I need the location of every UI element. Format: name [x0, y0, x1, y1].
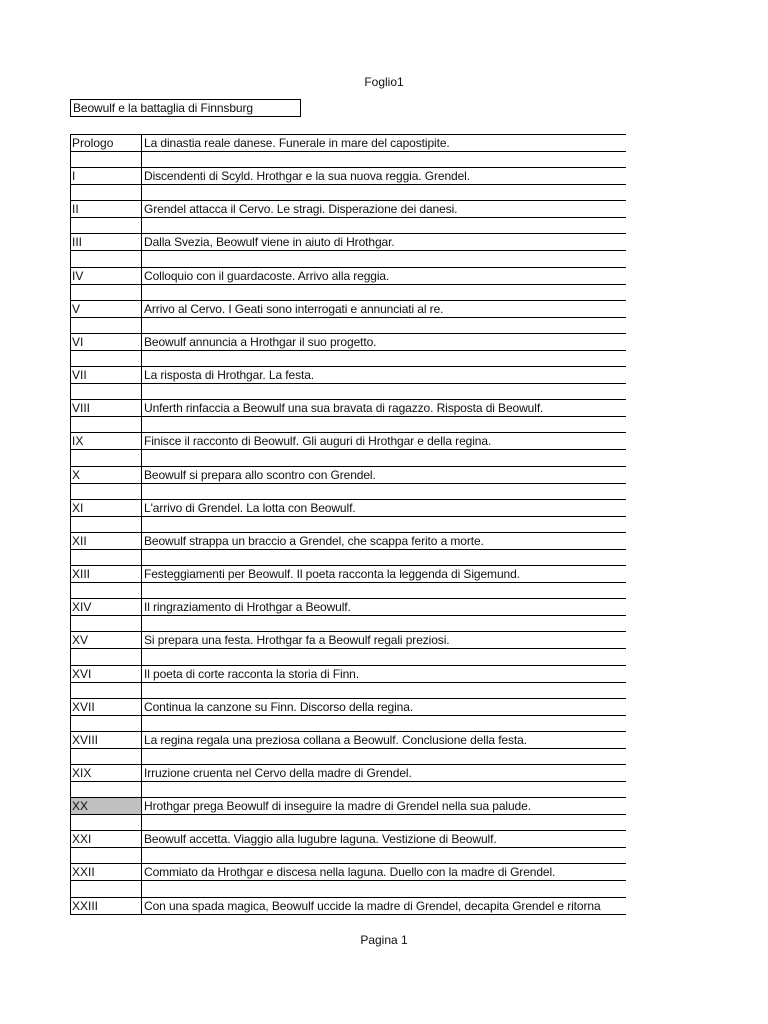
empty-row: [71, 350, 626, 367]
chapter-line: [71, 201, 626, 218]
chapter-summary-cell[interactable]: Irruzione cruenta nel Cervo della madre di Grendel.: [144, 765, 412, 780]
chapter-summary-cell[interactable]: Il ringraziamento di Hrothgar a Beowulf.: [144, 600, 351, 615]
empty-cell[interactable]: [71, 616, 142, 632]
empty-cell[interactable]: [142, 384, 626, 400]
chapter-number-cell[interactable]: III: [71, 234, 142, 250]
empty-row: [71, 583, 626, 600]
chapter-number-cell[interactable]: XVIII: [71, 732, 142, 748]
empty-cell[interactable]: [142, 417, 626, 433]
empty-row: [71, 317, 626, 334]
chapter-number-cell[interactable]: II: [71, 201, 142, 217]
table-row: [71, 168, 626, 201]
chapter-summary-cell[interactable]: La risposta di Hrothgar. La festa.: [144, 368, 315, 383]
chapter-line: [71, 268, 626, 285]
chapter-summary-cell[interactable]: Arrivo al Cervo. I Geati sono interrogati e annunciati al re.: [144, 301, 444, 316]
empty-row: [71, 384, 626, 401]
chapter-line: [71, 699, 626, 716]
empty-cell[interactable]: [71, 350, 142, 366]
chapter-line: [71, 533, 626, 550]
empty-row: [71, 450, 626, 467]
chapter-number-cell[interactable]: XX: [71, 798, 142, 814]
empty-cell[interactable]: [71, 516, 142, 532]
chapter-summary-cell[interactable]: Continua la canzone su Finn. Discorso della regina.: [144, 699, 414, 714]
chapter-number-cell[interactable]: XIX: [71, 765, 142, 781]
chapter-line: [71, 765, 626, 782]
empty-row: [71, 815, 626, 832]
empty-cell[interactable]: [142, 815, 626, 831]
empty-cell[interactable]: [142, 649, 626, 665]
chapter-line: [71, 301, 626, 318]
empty-row: [71, 715, 626, 732]
chapter-summary-cell[interactable]: Hrothgar prega Beowulf di inseguire la madre di Grendel nella sua palude.: [144, 799, 531, 814]
chapter-line: [71, 732, 626, 749]
chapter-summary-cell[interactable]: Beowulf strappa un braccio a Grendel, che scappa ferito a morte.: [144, 533, 484, 548]
chapter-number-cell[interactable]: VI: [71, 334, 142, 350]
empty-cell[interactable]: [142, 450, 626, 466]
chapter-summary-cell[interactable]: La regina regala una preziosa collana a Beowulf. Conclusione della festa.: [144, 732, 527, 747]
chapter-line: [71, 135, 626, 152]
table-row: [71, 334, 626, 367]
chapter-number-cell[interactable]: XIII: [71, 566, 142, 582]
empty-row: [71, 848, 626, 865]
empty-cell[interactable]: [71, 284, 142, 300]
empty-row: [71, 682, 626, 699]
chapter-number-cell[interactable]: IX: [71, 433, 142, 449]
chapter-summary-cell[interactable]: Il poeta di corte racconta la storia di Finn.: [144, 666, 359, 681]
empty-cell[interactable]: [71, 715, 142, 731]
chapter-table: [70, 134, 626, 915]
chapter-line: [71, 864, 626, 881]
chapter-number-cell[interactable]: XIV: [71, 599, 142, 615]
chapter-number-cell[interactable]: XVI: [71, 666, 142, 682]
empty-cell[interactable]: [142, 583, 626, 599]
document-title-cell: Beowulf e la battaglia di Finnsburg: [70, 99, 301, 117]
empty-row: [71, 417, 626, 434]
empty-row: [71, 616, 626, 633]
chapter-line: [71, 168, 626, 185]
empty-cell[interactable]: [142, 715, 626, 731]
chapter-line: [71, 400, 626, 417]
chapter-summary-cell[interactable]: L'arrivo di Grendel. La lotta con Beowulf.: [144, 500, 356, 515]
empty-cell[interactable]: [71, 417, 142, 433]
empty-row: [71, 251, 626, 268]
empty-cell[interactable]: [71, 748, 142, 764]
chapter-summary-cell[interactable]: Con una spada magica, Beowulf uccide la madre di Grendel, decapita Grendel e ritorna: [144, 898, 601, 913]
table-row: [71, 798, 626, 831]
chapter-number-cell[interactable]: XII: [71, 533, 142, 549]
table-row: [71, 367, 626, 400]
empty-cell[interactable]: [71, 185, 142, 201]
chapter-number-cell[interactable]: Prologo: [71, 135, 142, 151]
empty-cell[interactable]: [142, 516, 626, 532]
chapter-summary-cell[interactable]: Commiato da Hrothgar e discesa nella laguna. Duello con la madre di Grendel.: [144, 865, 556, 880]
empty-row: [71, 516, 626, 533]
empty-cell[interactable]: [71, 881, 142, 897]
table-row: [71, 699, 626, 732]
empty-row: [71, 218, 626, 235]
empty-cell[interactable]: [71, 815, 142, 831]
table-row: [71, 898, 626, 915]
chapter-number-cell[interactable]: VIII: [71, 400, 142, 416]
empty-row: [71, 549, 626, 566]
empty-cell[interactable]: [142, 848, 626, 864]
table-row: [71, 765, 626, 798]
chapter-summary-cell[interactable]: Dalla Svezia, Beowulf viene in aiuto di Hrothgar.: [144, 235, 395, 250]
empty-row: [71, 881, 626, 898]
empty-row: [71, 649, 626, 666]
chapter-summary-cell[interactable]: Colloquio con il guardacoste. Arrivo alla reggia.: [144, 268, 390, 283]
empty-cell[interactable]: [71, 848, 142, 864]
empty-cell[interactable]: [71, 317, 142, 333]
chapter-number-cell[interactable]: XI: [71, 500, 142, 516]
empty-cell[interactable]: [71, 682, 142, 698]
chapter-line: [71, 798, 626, 815]
table-row: [71, 301, 626, 334]
chapter-line: [71, 334, 626, 351]
table-row: [71, 400, 626, 433]
empty-cell[interactable]: [71, 549, 142, 565]
chapter-line: [71, 599, 626, 616]
empty-cell[interactable]: [71, 450, 142, 466]
empty-cell[interactable]: [142, 549, 626, 565]
empty-cell[interactable]: [71, 251, 142, 267]
chapter-number-cell[interactable]: X: [71, 467, 142, 483]
chapter-number-cell[interactable]: VII: [71, 367, 142, 383]
empty-cell[interactable]: [71, 218, 142, 234]
empty-row: [71, 748, 626, 765]
chapter-number-cell[interactable]: XV: [71, 632, 142, 648]
chapter-summary-cell[interactable]: Beowulf si prepara allo scontro con Grendel.: [144, 467, 376, 482]
chapter-line: [71, 566, 626, 583]
chapter-line: [71, 898, 626, 915]
table-row: [71, 234, 626, 267]
sheet-name: Foglio1: [364, 75, 404, 89]
chapter-line: [71, 433, 626, 450]
empty-cell[interactable]: [142, 616, 626, 632]
chapter-summary-cell[interactable]: Unferth rinfaccia a Beowulf una sua bravata di ragazzo. Risposta di Beowulf.: [144, 401, 544, 416]
empty-row: [71, 152, 626, 169]
empty-cell[interactable]: [71, 781, 142, 797]
chapter-number-cell[interactable]: XVII: [71, 699, 142, 715]
empty-cell[interactable]: [71, 384, 142, 400]
table-row: [71, 632, 626, 665]
empty-cell[interactable]: [142, 881, 626, 897]
empty-cell[interactable]: [142, 350, 626, 366]
chapter-summary-cell[interactable]: Festeggiamenti per Beowulf. Il poeta racconta la leggenda di Sigemund.: [144, 567, 520, 582]
empty-row: [71, 284, 626, 301]
empty-cell[interactable]: [142, 317, 626, 333]
table-row: [71, 201, 626, 234]
chapter-number-cell[interactable]: XXIII: [71, 898, 142, 914]
empty-cell[interactable]: [142, 284, 626, 300]
table-row: [71, 135, 626, 168]
empty-cell[interactable]: [71, 649, 142, 665]
chapter-summary-cell[interactable]: Si prepara una festa. Hrothgar fa a Beowulf regali preziosi.: [144, 633, 450, 648]
empty-cell[interactable]: [71, 152, 142, 168]
chapter-line: [71, 666, 626, 683]
table-row: [71, 533, 626, 566]
chapter-line: [71, 467, 626, 484]
chapter-number-cell[interactable]: XXI: [71, 831, 142, 847]
chapter-number-cell[interactable]: IV: [71, 268, 142, 284]
table-row: [71, 831, 626, 864]
chapter-summary-cell[interactable]: La dinastia reale danese. Funerale in mare del capostipite.: [144, 136, 450, 150]
empty-row: [71, 781, 626, 798]
chapter-line: [71, 632, 626, 649]
empty-cell[interactable]: [142, 251, 626, 267]
chapter-line: [71, 831, 626, 848]
empty-cell[interactable]: [142, 185, 626, 201]
empty-cell[interactable]: [71, 583, 142, 599]
table-row: [71, 467, 626, 500]
table-row: [71, 732, 626, 765]
empty-cell[interactable]: [71, 483, 142, 499]
chapter-number-cell[interactable]: V: [71, 301, 142, 317]
chapter-number-cell[interactable]: I: [71, 168, 142, 184]
chapter-number-cell[interactable]: XXII: [71, 864, 142, 880]
empty-cell[interactable]: [142, 218, 626, 234]
table-row: [71, 433, 626, 466]
empty-cell[interactable]: [142, 781, 626, 797]
chapter-summary-cell[interactable]: Beowulf accetta. Viaggio alla lugubre laguna. Vestizione di Beowulf.: [144, 832, 497, 847]
chapter-line: [71, 367, 626, 384]
empty-cell[interactable]: [142, 748, 626, 764]
empty-row: [71, 483, 626, 500]
chapter-line: [71, 234, 626, 251]
empty-cell[interactable]: [142, 483, 626, 499]
table-row: [71, 268, 626, 301]
chapter-line: [71, 500, 626, 517]
table-row: [71, 666, 626, 699]
chapter-summary-cell[interactable]: Finisce il racconto di Beowulf. Gli auguri di Hrothgar e della regina.: [144, 434, 492, 449]
chapter-summary-cell[interactable]: Beowulf annuncia a Hrothgar il suo progetto.: [144, 334, 377, 349]
table-row: [71, 599, 626, 632]
chapter-summary-cell[interactable]: Grendel attacca il Cervo. Le stragi. Disperazione dei danesi.: [144, 202, 458, 217]
table-row: [71, 566, 626, 599]
empty-cell[interactable]: [142, 152, 626, 168]
empty-row: [71, 185, 626, 202]
table-row: [71, 864, 626, 897]
empty-cell[interactable]: [142, 682, 626, 698]
page-footer: Pagina 1: [360, 933, 408, 947]
table-row: [71, 500, 626, 533]
chapter-summary-cell[interactable]: Discendenti di Scyld. Hrothgar e la sua nuova reggia. Grendel.: [144, 169, 470, 184]
